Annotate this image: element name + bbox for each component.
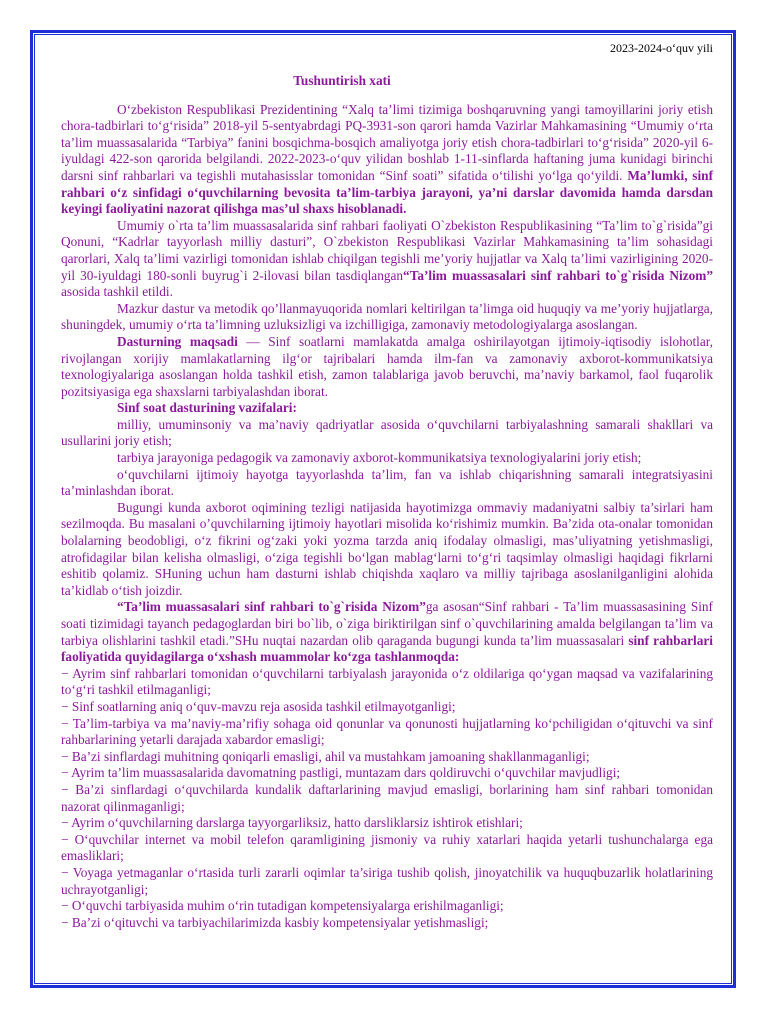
- goal-text: — Sinf soatlarni mamlakatda amalga oshirilayotgan ijtimoiy-iqtisodiy islohotlar, rivojlangan xorijiy mamlakatlarning ilg‘or tajribalari hamda ilm-fan va zamonaviy axborot-kommunikatsiya texnologiyalariga asoslangan holda tashkil etish, zamon talablariga javob beruvchi, ma’naviy barkamol, faol fuqarolik pozitsiyasiga ega shaxslarni tarbiyalashdan iborat.: [61, 333, 713, 399]
- problem-item: − Ba’zi sinflardagi o‘quvchilarda kundalik daftarlarining mavjud emasligi, borlarining ham sinf rahbari tomonidan nazorat qilinmaganligi;: [61, 781, 713, 814]
- nizom-text: ga asosan“Sinf rahbari - Ta’lim muassasasining Sinf soati tizimidagi tayanch pedagoglardan biri bo`lib, o`ziga biriktirilgan sinf o`quvchilarining amalda belgilangan ta’lim va tarbiya olishlarini tashkil etadi.”SHu nuqtai nazardan olib qaraganda bugungi kunda ta’lim muassasalari: [61, 599, 713, 648]
- problem-item: − Ba’zi o‘qituvchi va tarbiyachilarimizda kasbiy kompetensiyalar yetishmasligi;: [61, 914, 489, 930]
- problem-item: − Voyaga yetmaganlar o‘rtasida turli zararli oqimlar ta’siriga tushib qolish, jinoyatchilik va huquqbuzarlik holatlarining uchrayotganligi;: [61, 864, 713, 897]
- problem-item: − Ayrim o‘quvchilarning darslarga tayyorgarliksiz, hatto darsliklarsiz ishtirok etishlari;: [61, 815, 523, 831]
- problem-item: − Ayrim sinf rahbarlari tomonidan o‘quvchilarni tarbiyalash jarayonida o‘z oldilariga qo‘ygan maqsad va vazifalarining to‘g‘ri tashkil etilmaganligi;: [61, 665, 713, 698]
- task-item: tarbiya jarayoniga pedagogik va zamonaviy axborot-kommunikatsiya texnologiyalarini joriy etish;: [117, 450, 642, 466]
- problem-item: − Ta’lim-tarbiya va ma’naviy-ma’rifiy sohaga oid qonunlar va qonunosti hujjatlarning ko‘pchiligidan o‘qituvchi va sinf rahbarlarining yetarli darajada xabardor emasligi;: [61, 715, 713, 748]
- document-title: Tushuntirish xati: [293, 73, 391, 88]
- problem-item: − O‘quvchi tarbiyasida muhim o‘rin tutadigan kompetensiyalarga erishilmaganligi;: [61, 898, 504, 914]
- legal-basis-nizom: “Ta’lim muassasalari sinf rahbari to`g`risida Nizom”: [403, 267, 713, 283]
- nizom-title: “Ta’lim muassasalari sinf rahbari to`g`risida Nizom”: [117, 599, 426, 615]
- paragraph-intro-text: O‘zbekiston Respublikasi Prezidentining “Xalq ta’limi tizimiga boshqaruvning yangi tamoyillarini joriy etish chora-tadbirlari to‘g‘risida” 2018-yil 5-sentyabrdagi PQ-3931-son qarori hamda Vazirlar Mahkamasining “Umumiy o‘rta ta’lim muassasalarida “Tarbiya” fanini bosqichma-bosqich amaliyotga joriy etish chora-tadbirlari to‘g‘risida” 2020-yil 6-iyuldagi 422-son qarorida belgilandi. 2022-2023-o‘quv yilidan boshlab 1-11-sinflarda haftaning juma kunidagi birinchi darsni sinf rahbarlari va tegishli mutahasisslar tomonidan “Sinf soati” sifatida o‘tilishi yo‘lga qo‘yildi.: [61, 101, 713, 183]
- legal-basis-text: Umumiy o`rta ta’lim muassasalarida sinf rahbari faoliyati O`zbekiston Respublikasining “Ta’lim to`g`risida”gi Qonuni, “Kadrlar tayyorlash milliy dasturi”, O`zbekiston Respublikasi Vazirlar Mahkamasining ta’lim sohasidagi qarorlari, Xalq ta’limi vazirligi tomonidan ishlab chiqilgan tegishli me’yoriy hujjatlar va Xalq ta’limi vazirligining 2020-yil 30-iyuldagi 180-sonli buyrug`i 2-ilovasi bilan tasdiqlangan: [61, 217, 713, 283]
- task-item: milliy, umuminsoniy va ma’naviy qadriyatlar asosida o‘quvchilarni tarbiyalashning samarali shakllari va usullarini joriy etish;: [61, 416, 713, 449]
- paragraph-nizom: [61, 599, 713, 665]
- problems-heading: sinf rahbarlari faoliyatida quyidagilarga o‘xshash muammolar ko‘zga tashlanmoqda:: [61, 632, 713, 665]
- academic-year: 2023-2024-o‘quv yili: [610, 41, 713, 55]
- problem-item: − Ba’zi sinflardagi muhitning qoniqarli emasligi, ahil va mustahkam jamoaning shakllanmaganligi;: [61, 748, 590, 764]
- problem-item: − O‘quvchilar internet va mobil telefon qaramligining jismoniy va ruhiy xatarlari haqida yetarli tushunchalarga ega emasliklari;: [61, 831, 713, 864]
- problems-list: [61, 666, 713, 932]
- document-page: [61, 41, 713, 931]
- tasks-heading: Sinf soat dasturining vazifalari:: [117, 400, 297, 416]
- problem-item: − Sinf soatlarning aniq o‘quv-mavzu reja asosida tashkil etilmayotganligi;: [61, 698, 456, 714]
- paragraph-goal: [61, 334, 713, 400]
- problem-item: − Ayrim ta’lim muassasalarida davomatning pastligi, muntazam dars qoldiruvchi o‘quvchilar mavjudligi;: [61, 765, 621, 781]
- paragraph-intro-bold: Ma’lumki, sinf rahbari o‘z sinfidagi o‘quvchilarning bevosita ta’lim-tarbiya jarayoni, ya’ni darslar davomida hamda darsdan keyingi faoliyatini nazorat qilishga mas’ul shaxs hisoblanadi.: [61, 167, 713, 217]
- legal-basis-end: asosida tashkil etildi.: [61, 284, 173, 300]
- paragraph-legal-basis: [61, 218, 713, 301]
- goal-heading: Dasturning maqsadi: [117, 333, 238, 349]
- task-item: o‘quvchilarni ijtimoiy hayotga tayyorlashda ta’lim, fan va ishlab chiqarishning samarali integratsiyasini ta’minlashdan iborat.: [61, 466, 713, 499]
- paragraph-intro: [61, 102, 713, 218]
- paragraph-program: Mazkur dastur va metodik qo’llanmayuqorida nomlari keltirilgan ta’limga oid huquqiy va me’yoriy hujjatlarga, shuningdek, umumiy o‘rta ta’limning uzluksizligi va izchilligiga, zamonaviy metodologiyalarga asoslangan.: [61, 300, 713, 333]
- paragraph-context: Bugungi kunda axborot oqimining tezligi natijasida hayotimizga ommaviy madaniyatni salbiy ta’sirlari ham sezilmoqda. Bu masalani o’quvchilarning ijtimoiy hayotlari misolida ko‘rishimiz mumkin. Ba’zida ota-onalar tomonidan bolalarning beodobligi, o‘z fikrini og‘zaki yoki yozma tarzda aniq ifodalay olmasligi, mas’uliyatning yetishmasligi, atrofidagilar bilan kelisha olmasligi, o‘ziga tegishli bo‘lgan mablag‘larni to‘g‘ri taqsimlay olmasligi haqidagi fikrlarni eshitib qolamiz. SHuning uchun ham dasturni ishlab chiqishda xaqlaro va milliy tajribaga asoslanilganligini alohida ta’kidlab o‘tish joizdir.: [61, 499, 713, 598]
